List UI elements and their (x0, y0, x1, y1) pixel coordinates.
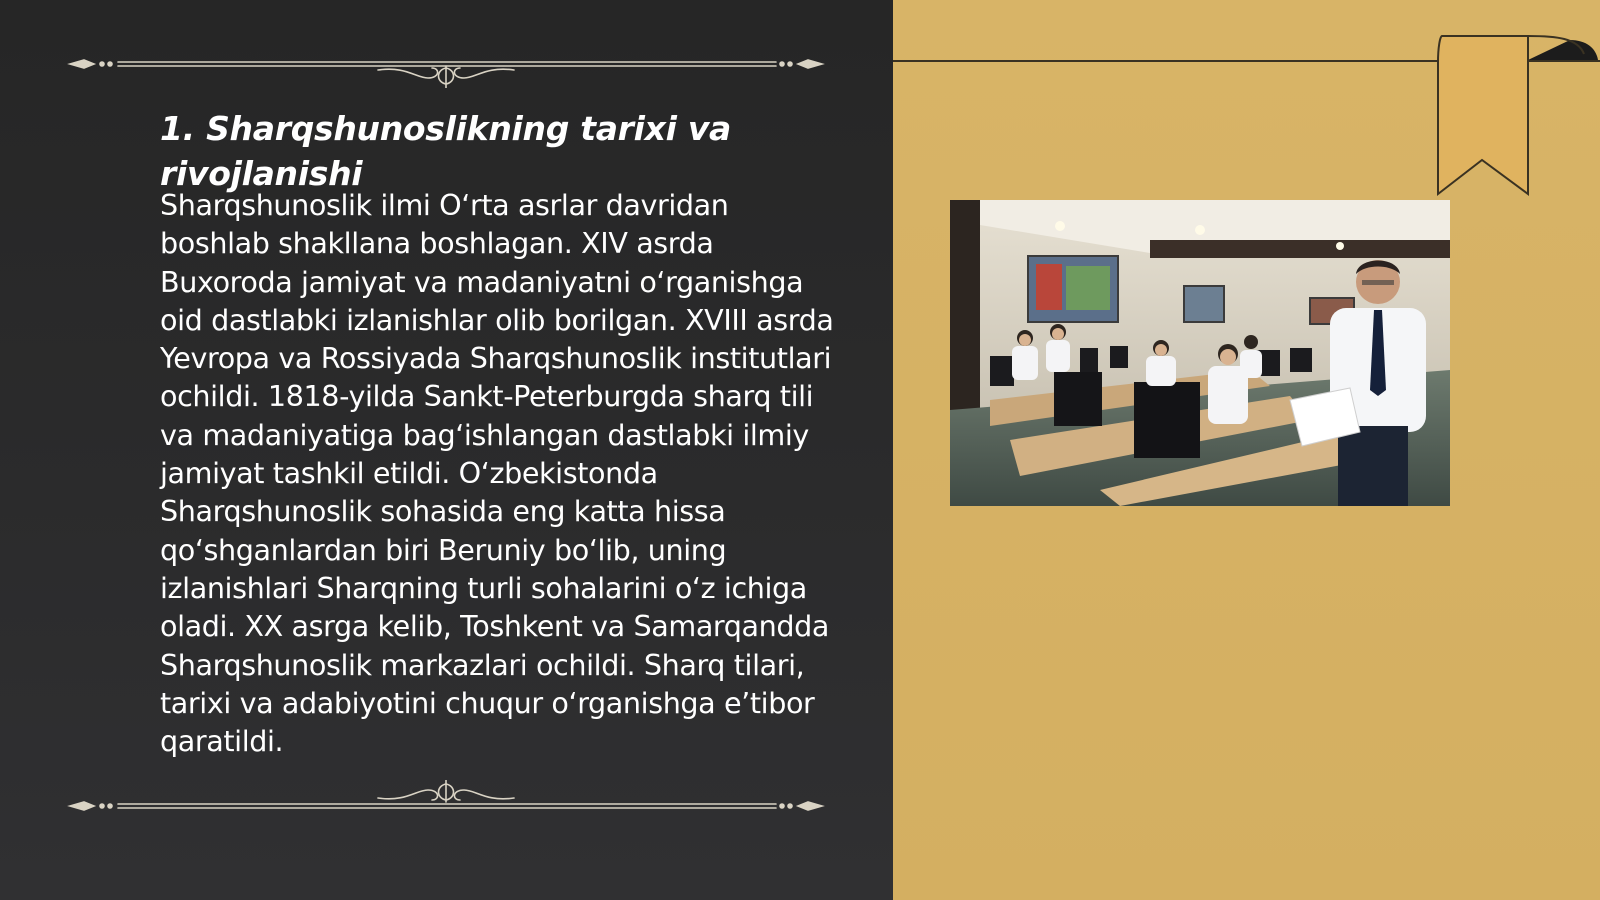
slide-title: 1. Sharqshunoslikning tarixi va rivojlanishi (160, 109, 732, 193)
ornament-top-icon (66, 48, 826, 88)
classroom-scene (950, 200, 1450, 506)
ornament-bottom-icon (66, 780, 826, 820)
slide-body-text: Sharqshunoslik ilmi O‘rta asrlar davridan boshlab shakllana boshlagan. XIV asrda Buxoroda jamiyat va madaniyatni o‘rganishga oid dastlabki izlanishlar olib borilgan. XVIII asrda Yevropa va Rossiyada Sharqshunoslik institutlari ochildi. 1818-yilda Sankt-Peterburgda sharq tili va madaniyatiga bag‘ishlangan dastlabki ilmiy jamiyat tashkil etildi. O‘zbekistonda Sharqshunoslik sohasida eng katta hissa qo‘shganlardan biri Beruniy bo‘lib, uning izlanishlari Sharqning turli sohalarini o‘z ichiga oladi. XX asrga kelib, Toshkent va Samarqandda Sharqshunoslik markazlari ochildi. Sharq tilari, tarixi va adabiyotini chuqur o‘rganishga e’tibor qaratildi. (160, 188, 834, 759)
classroom-photo (950, 200, 1450, 506)
bookmark-ribbon-icon (1428, 34, 1600, 200)
